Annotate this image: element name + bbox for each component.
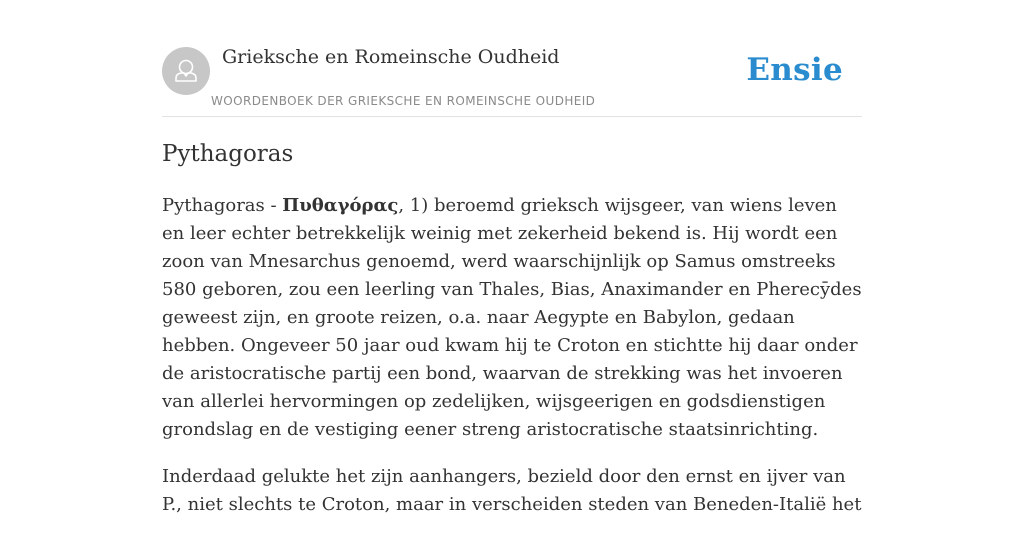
paragraph-text: , 1) beroemd grieksch wijsgeer, van wiens leven en leer echter betrekkelijk weinig met zekerheid bekend is. Hij wordt een zoon van Mnesarchus genoemd, werd waarschijnlijk op Samus omstreeks 580 geboren, zou een leerling van Thales, Bias, Anaximander en Pherecȳdes geweest zijn, en groote reizen, o.a. naar Aegypte en Babylon, gedaan hebben. Ongeveer 50 jaar oud kwam hij te Croton en stichtte hij daar onder de aristocratische partij een bond, waarvan de strekking was het invoeren van allerlei hervormingen op zedelijken, wijsgeerigen en godsdienstigen grondslag en de vestiging eener streng aristocratische staatsinrichting. bbox=[162, 195, 862, 440]
term-lead: Pythagoras - bbox=[162, 195, 283, 216]
source-subtitle: WOORDENBOEK DER GRIEKSCHE EN ROMEINSCHE OUDHEID bbox=[211, 94, 596, 108]
article-body bbox=[162, 192, 864, 538]
article-paragraph bbox=[162, 463, 864, 519]
source-title-link[interactable]: Grieksche en Romeinsche Oudheid bbox=[222, 46, 560, 68]
page-title: Pythagoras bbox=[162, 141, 294, 167]
source-avatar[interactable] bbox=[162, 47, 210, 95]
article-paragraph bbox=[162, 192, 864, 444]
page-container bbox=[162, 0, 862, 515]
ensie-logo-link[interactable]: Ensie bbox=[746, 52, 843, 88]
greek-term: Πυθαγόρας bbox=[282, 195, 399, 216]
paragraph-text: Inderdaad gelukte het zijn aanhangers, bezield door den ernst en ijver van P., niet slechts te Croton, maar in verscheiden steden van Beneden-Italië het bbox=[162, 466, 862, 515]
user-silhouette-icon bbox=[162, 47, 210, 95]
source-header bbox=[162, 0, 862, 117]
